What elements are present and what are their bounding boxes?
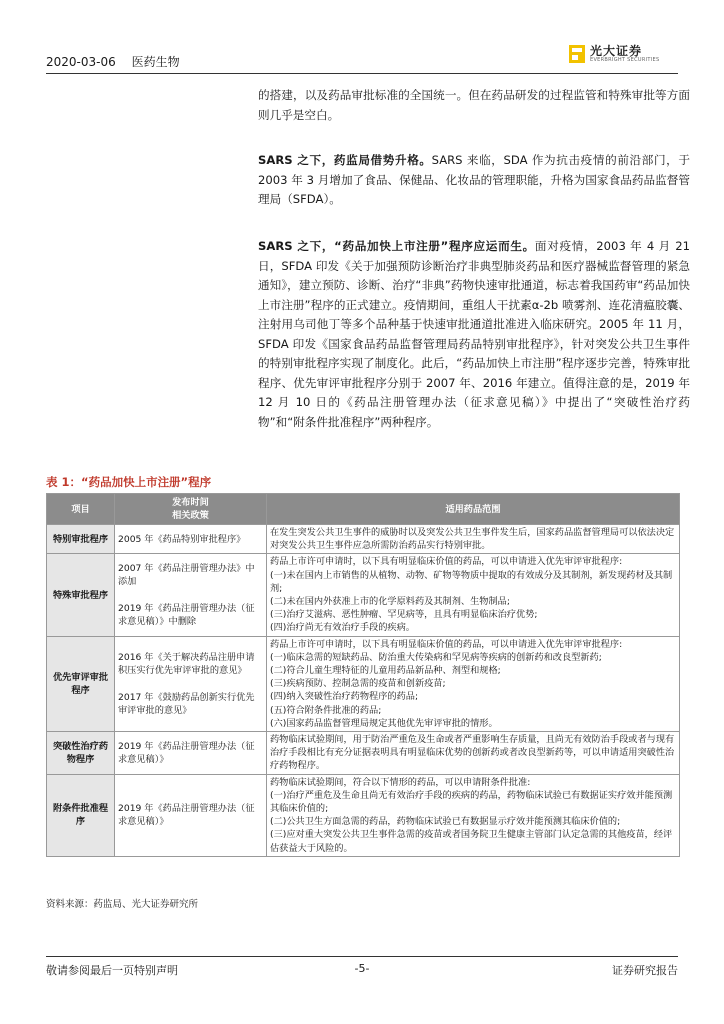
paragraph-2 (258, 151, 690, 210)
paragraph-3 (258, 237, 690, 432)
procedure-name: 优先审评审批程序 (47, 636, 115, 731)
header-meta (46, 53, 192, 70)
procedure-name: 特别审批程序 (47, 525, 115, 554)
scope-line: 药物临床试验期间，用于防治严重危及生命或者严重影响生存质量，且尚无有效防治手段或者与现有治疗手段相比有充分证据表明具有明显临床优势的创新药或者改良型新药等，可以申请适用突破性治疗药物程序。 (270, 734, 675, 772)
procedure-name: 特殊审批程序 (47, 554, 115, 636)
report-date: 2020-03-06 (46, 55, 116, 69)
scope-line: (一)临床急需的短缺药品、防治重大传染病和罕见病等疾病的创新药和改良型新药; (270, 651, 602, 663)
table-source: 资料来源：药监局、光大证券研究所 (46, 899, 199, 910)
scope-line: (四)纳入突破性治疗药物程序的药品; (270, 691, 419, 703)
scope-cell (267, 525, 680, 554)
paragraph-2-text: SARS 来临，SDA 作为抗击疫情的前沿部门，于 2003 年 3 月增加了食品、保健品、化妆品的管理职能，升格为国家食品药品监督管理局（SFDA）。 (258, 153, 690, 206)
policy-cell (115, 525, 267, 554)
scope-line: (四)治疗尚无有效治疗手段的疾病。 (270, 622, 415, 634)
scope-line: (六)国家药品监督管理局规定其他优先审评审批的情形。 (270, 717, 498, 729)
scope-line: (二)符合儿童生理特征的儿童用药品新品种、剂型和规格; (270, 665, 501, 677)
procedure-name: 附条件批准程序 (47, 774, 115, 856)
logo-text: 光大证券 (590, 44, 643, 58)
scope-line: (三)治疗艾滋病、恶性肿瘤、罕见病等，且具有明显临床治疗优势; (270, 609, 538, 621)
scope-line: (一)未在国内上市销售的从植物、动物、矿物等物质中提取的有效成分及其制剂，新发现药材及其制剂; (270, 569, 673, 594)
table-row (47, 554, 680, 636)
paragraph-1: 的搭建，以及药品审批标准的全国统一。但在药品研发的过程监管和特殊审批等方面则几乎是空白。 (258, 88, 690, 122)
scope-cell (267, 554, 680, 636)
scope-line: (五)符合附条件批准的药品; (270, 704, 382, 716)
scope-line: 药物临床试验期间，符合以下情形的药品，可以申请附条件批准: (270, 776, 531, 788)
col-header-scope: 适用药品范围 (267, 494, 680, 525)
footer-report-type: 证券研究报告 (612, 964, 678, 977)
table-container (46, 493, 679, 857)
scope-line: (三)疾病预防、控制急需的疫苗和创新疫苗; (270, 678, 446, 690)
table-header-row (47, 494, 680, 525)
scope-line: (二)未在国内外获准上市的化学原料药及其制剂、生物制品; (270, 596, 510, 608)
table-title: 表 1：“药品加快上市注册”程序 (46, 475, 212, 489)
page-number: -5- (354, 962, 370, 975)
procedure-table (46, 493, 680, 857)
page-footer (46, 956, 678, 978)
footer-disclaimer: 敬请参阅最后一页特别声明 (46, 964, 178, 977)
scope-line: 药品上市许可申请时，以下具有明显临床价值的药品，可以申请进入优先审评审批程序: (270, 638, 623, 650)
policy-entry: 2016 年《关于解决药品注册申请积压实行优先审评审批的意见》 (118, 651, 255, 676)
scope-cell (267, 636, 680, 731)
scope-line: (三)应对重大突发公共卫生事件急需的疫苗或者国务院卫生健康主管部门认定急需的其他疫苗，经评估获益大于风险的。 (270, 829, 673, 854)
company-logo (568, 42, 678, 68)
policy-entry: 2019 年《药品注册管理办法（征求意见稿）》中删除 (118, 603, 255, 628)
policy-entry: 2017 年《鼓励药品创新实行优先审评审批的意见》 (118, 691, 255, 716)
policy-entry: 2019 年《药品注册管理办法（征求意见稿）》 (118, 740, 255, 765)
scope-line: (一)治疗严重危及生命且尚无有效治疗手段的疾病的药品，药物临床试验已有数据证实疗效并能预测其临床价值的; (270, 789, 673, 815)
policy-entry: 2007 年《药品注册管理办法》中添加 (118, 563, 255, 588)
procedure-name: 突破性治疗药物程序 (47, 732, 115, 775)
paragraph-3-text: 面对疫情，2003 年 4 月 21 日，SFDA 印发《关于加强预防诊断治疗非典型肺炎药品和医疗器械监督管理的紧急通知》，建立预防、诊断、治疗“非典”药物快速审批通道，标志着我国药审“药品加快上市注册”程序的正式建立。疫情期间，重组人干扰素α-2b 喷雾剂、连花清瘟胶囊、注射用乌司他丁等多个品种基于快速审批通道批准进入临床研究。2005 年 11 月，SFDA 印发《国家食品药品监督管理局药品特别审批程序》，针对突发公共卫生事件的特别审批程序实现了制度化。此后，“药品加快上市注册”程序逐步完善，特殊审批程序、优先审评审批程序分别于 2007 年、2016 年建立。值得注意的是，2019 年 12 月 10 日的《药品注册管理办法（征求意见稿）》中提出了“突破性治疗药物”和“附条件批准程序”两种程序。 (258, 239, 690, 429)
policy-cell (115, 774, 267, 856)
page-header (46, 38, 678, 74)
table-row (47, 774, 680, 856)
report-sector: 医药生物 (131, 55, 180, 69)
table-row (47, 636, 680, 731)
paragraph-2-lead: SARS 之下，药监局借势升格。 (258, 153, 432, 167)
policy-entry: 2019 年《药品注册管理办法（征求意见稿）》 (118, 803, 255, 828)
col-header-policy: 发布时间 相关政策 (115, 494, 267, 525)
header-divider (46, 73, 678, 74)
scope-line: (二)公共卫生方面急需的药品，药物临床试验已有数据显示疗效并能预测其临床价值的; (270, 816, 621, 828)
scope-line: 在发生突发公共卫生事件的威胁时以及突发公共卫生事件发生后，国家药品监督管理局可以依法决定对突发公共卫生事件应急所需防治药品实行特别审批。 (270, 527, 675, 552)
table-row (47, 732, 680, 775)
scope-cell (267, 732, 680, 775)
policy-cell (115, 732, 267, 775)
policy-cell (115, 554, 267, 636)
scope-line: 药品上市许可申请时，以下具有明显临床价值的药品，可以申请进入优先审评审批程序: (270, 556, 623, 568)
policy-cell (115, 636, 267, 731)
paragraph-3-lead: SARS 之下，“药品加快上市注册”程序应运而生。 (258, 239, 535, 253)
policy-entry: 2005 年《药品特别审批程序》 (118, 533, 246, 545)
scope-cell (267, 774, 680, 856)
col-header-item: 项目 (47, 494, 115, 525)
table-row (47, 525, 680, 554)
logo-subtext: EVERBRIGHT SECURITIES (590, 57, 660, 63)
logo-mark-icon (568, 44, 586, 64)
